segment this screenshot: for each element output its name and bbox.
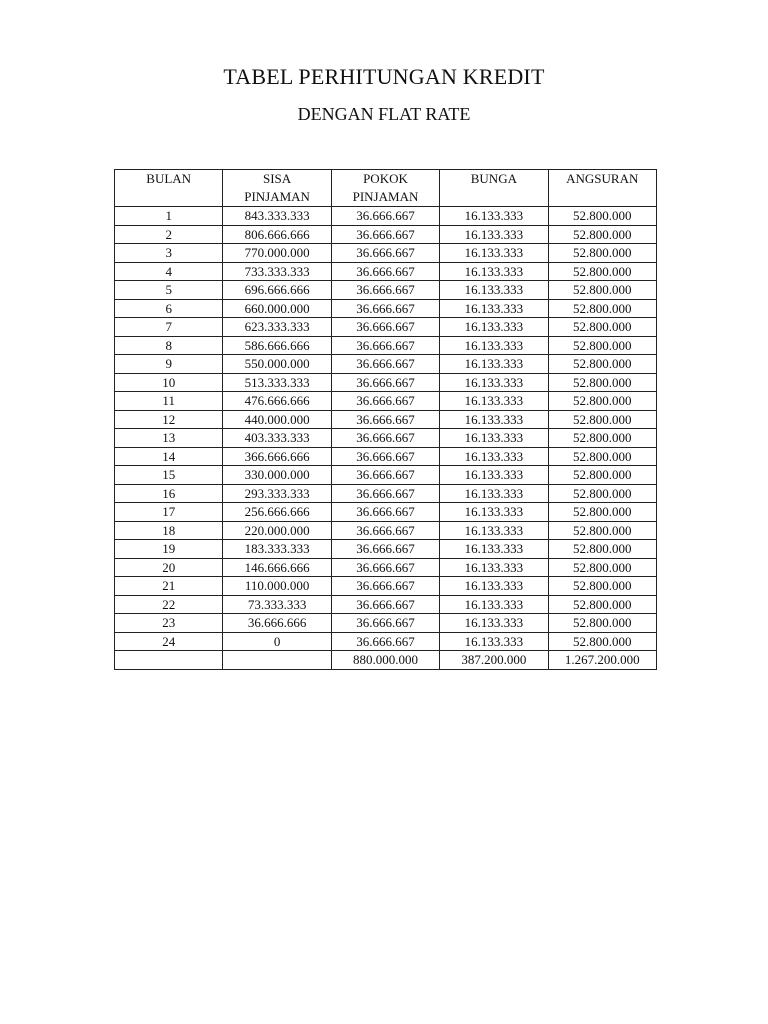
cell-pokok-pinjaman: 36.666.667 <box>331 281 439 300</box>
cell-bulan: 21 <box>115 577 223 596</box>
cell-bunga: 16.133.333 <box>440 632 548 651</box>
total-sisa-pinjaman <box>223 651 331 670</box>
cell-angsuran: 52.800.000 <box>548 521 656 540</box>
cell-bulan: 12 <box>115 410 223 429</box>
table-row <box>115 632 657 651</box>
total-pokok-pinjaman: 880.000.000 <box>331 651 439 670</box>
cell-pokok-pinjaman: 36.666.667 <box>331 558 439 577</box>
cell-sisa-pinjaman: 220.000.000 <box>223 521 331 540</box>
cell-angsuran: 52.800.000 <box>548 318 656 337</box>
table-row <box>115 521 657 540</box>
cell-angsuran: 52.800.000 <box>548 484 656 503</box>
cell-pokok-pinjaman: 36.666.667 <box>331 225 439 244</box>
cell-bulan: 22 <box>115 595 223 614</box>
cell-bulan: 9 <box>115 355 223 374</box>
table-row <box>115 392 657 411</box>
cell-bunga: 16.133.333 <box>440 447 548 466</box>
cell-bunga: 16.133.333 <box>440 207 548 226</box>
cell-bulan: 14 <box>115 447 223 466</box>
cell-sisa-pinjaman: 110.000.000 <box>223 577 331 596</box>
cell-bulan: 19 <box>115 540 223 559</box>
table-row <box>115 447 657 466</box>
table-row <box>115 299 657 318</box>
cell-bunga: 16.133.333 <box>440 558 548 577</box>
total-bunga: 387.200.000 <box>440 651 548 670</box>
cell-angsuran: 52.800.000 <box>548 262 656 281</box>
cell-bunga: 16.133.333 <box>440 299 548 318</box>
cell-bunga: 16.133.333 <box>440 521 548 540</box>
cell-sisa-pinjaman: 770.000.000 <box>223 244 331 263</box>
cell-pokok-pinjaman: 36.666.667 <box>331 336 439 355</box>
cell-bunga: 16.133.333 <box>440 429 548 448</box>
cell-angsuran: 52.800.000 <box>548 392 656 411</box>
cell-bulan: 6 <box>115 299 223 318</box>
column-header-line: PINJAMAN <box>244 189 310 204</box>
table-row <box>115 225 657 244</box>
cell-angsuran: 52.800.000 <box>548 410 656 429</box>
cell-sisa-pinjaman: 476.666.666 <box>223 392 331 411</box>
cell-sisa-pinjaman: 513.333.333 <box>223 373 331 392</box>
totals-row <box>115 651 657 670</box>
column-header-line: PINJAMAN <box>352 189 419 204</box>
table-row <box>115 336 657 355</box>
cell-bulan: 16 <box>115 484 223 503</box>
cell-sisa-pinjaman: 843.333.333 <box>223 207 331 226</box>
column-header-line: BULAN <box>146 171 192 186</box>
cell-bunga: 16.133.333 <box>440 318 548 337</box>
total-angsuran: 1.267.200.000 <box>548 651 656 670</box>
page-subtitle: DENGAN FLAT RATE <box>297 104 471 124</box>
credit-table-body <box>115 207 657 670</box>
column-header-line: POKOK <box>363 171 408 186</box>
cell-sisa-pinjaman: 366.666.666 <box>223 447 331 466</box>
cell-pokok-pinjaman: 36.666.667 <box>331 410 439 429</box>
cell-angsuran: 52.800.000 <box>548 540 656 559</box>
table-row <box>115 262 657 281</box>
cell-bulan: 2 <box>115 225 223 244</box>
cell-bunga: 16.133.333 <box>440 225 548 244</box>
column-header-bulan <box>115 170 223 207</box>
cell-angsuran: 52.800.000 <box>548 225 656 244</box>
cell-pokok-pinjaman: 36.666.667 <box>331 392 439 411</box>
credit-table-head <box>115 170 657 207</box>
cell-pokok-pinjaman: 36.666.667 <box>331 484 439 503</box>
cell-pokok-pinjaman: 36.666.667 <box>331 540 439 559</box>
cell-sisa-pinjaman: 73.333.333 <box>223 595 331 614</box>
cell-bulan: 17 <box>115 503 223 522</box>
table-row <box>115 281 657 300</box>
cell-sisa-pinjaman: 183.333.333 <box>223 540 331 559</box>
column-header-bunga <box>440 170 548 207</box>
cell-bunga: 16.133.333 <box>440 503 548 522</box>
cell-bunga: 16.133.333 <box>440 614 548 633</box>
cell-pokok-pinjaman: 36.666.667 <box>331 262 439 281</box>
table-row <box>115 558 657 577</box>
cell-sisa-pinjaman: 0 <box>223 632 331 651</box>
cell-angsuran: 52.800.000 <box>548 281 656 300</box>
cell-bunga: 16.133.333 <box>440 410 548 429</box>
cell-sisa-pinjaman: 586.666.666 <box>223 336 331 355</box>
cell-bulan: 5 <box>115 281 223 300</box>
cell-pokok-pinjaman: 36.666.667 <box>331 632 439 651</box>
column-header-sisa-pinjaman <box>223 170 331 207</box>
cell-sisa-pinjaman: 36.666.666 <box>223 614 331 633</box>
table-row <box>115 373 657 392</box>
cell-sisa-pinjaman: 330.000.000 <box>223 466 331 485</box>
cell-pokok-pinjaman: 36.666.667 <box>331 355 439 374</box>
cell-bunga: 16.133.333 <box>440 281 548 300</box>
cell-pokok-pinjaman: 36.666.667 <box>331 318 439 337</box>
cell-pokok-pinjaman: 36.666.667 <box>331 299 439 318</box>
column-header-angsuran <box>548 170 656 207</box>
cell-bulan: 23 <box>115 614 223 633</box>
cell-sisa-pinjaman: 440.000.000 <box>223 410 331 429</box>
header-row <box>115 170 657 207</box>
cell-sisa-pinjaman: 256.666.666 <box>223 503 331 522</box>
cell-sisa-pinjaman: 623.333.333 <box>223 318 331 337</box>
cell-angsuran: 52.800.000 <box>548 207 656 226</box>
cell-pokok-pinjaman: 36.666.667 <box>331 577 439 596</box>
cell-bulan: 20 <box>115 558 223 577</box>
cell-angsuran: 52.800.000 <box>548 244 656 263</box>
cell-angsuran: 52.800.000 <box>548 429 656 448</box>
cell-pokok-pinjaman: 36.666.667 <box>331 447 439 466</box>
table-row <box>115 410 657 429</box>
cell-bunga: 16.133.333 <box>440 336 548 355</box>
page-title: TABEL PERHITUNGAN KREDIT <box>223 64 545 89</box>
table-row <box>115 577 657 596</box>
table-row <box>115 484 657 503</box>
cell-angsuran: 52.800.000 <box>548 336 656 355</box>
cell-bunga: 16.133.333 <box>440 262 548 281</box>
cell-bulan: 18 <box>115 521 223 540</box>
cell-bunga: 16.133.333 <box>440 540 548 559</box>
column-header-line: BUNGA <box>470 171 517 186</box>
cell-angsuran: 52.800.000 <box>548 595 656 614</box>
table-row <box>115 466 657 485</box>
cell-pokok-pinjaman: 36.666.667 <box>331 244 439 263</box>
cell-angsuran: 52.800.000 <box>548 299 656 318</box>
cell-pokok-pinjaman: 36.666.667 <box>331 521 439 540</box>
cell-angsuran: 52.800.000 <box>548 614 656 633</box>
cell-bunga: 16.133.333 <box>440 577 548 596</box>
cell-bulan: 8 <box>115 336 223 355</box>
cell-pokok-pinjaman: 36.666.667 <box>331 595 439 614</box>
cell-sisa-pinjaman: 660.000.000 <box>223 299 331 318</box>
cell-bulan: 7 <box>115 318 223 337</box>
cell-pokok-pinjaman: 36.666.667 <box>331 207 439 226</box>
cell-pokok-pinjaman: 36.666.667 <box>331 466 439 485</box>
cell-angsuran: 52.800.000 <box>548 577 656 596</box>
column-header-line: SISA <box>262 171 292 186</box>
cell-angsuran: 52.800.000 <box>548 632 656 651</box>
cell-angsuran: 52.800.000 <box>548 558 656 577</box>
table-row <box>115 540 657 559</box>
column-header-pokok-pinjaman <box>331 170 439 207</box>
cell-angsuran: 52.800.000 <box>548 447 656 466</box>
cell-angsuran: 52.800.000 <box>548 466 656 485</box>
cell-bunga: 16.133.333 <box>440 355 548 374</box>
total-bulan <box>115 651 223 670</box>
cell-angsuran: 52.800.000 <box>548 503 656 522</box>
table-row <box>115 318 657 337</box>
cell-sisa-pinjaman: 146.666.666 <box>223 558 331 577</box>
credit-table <box>114 169 657 670</box>
table-row <box>115 503 657 522</box>
cell-bulan: 11 <box>115 392 223 411</box>
cell-sisa-pinjaman: 733.333.333 <box>223 262 331 281</box>
cell-bulan: 4 <box>115 262 223 281</box>
cell-bulan: 10 <box>115 373 223 392</box>
table-row <box>115 595 657 614</box>
cell-sisa-pinjaman: 550.000.000 <box>223 355 331 374</box>
table-row <box>115 355 657 374</box>
cell-bunga: 16.133.333 <box>440 484 548 503</box>
cell-pokok-pinjaman: 36.666.667 <box>331 373 439 392</box>
table-row <box>115 614 657 633</box>
cell-pokok-pinjaman: 36.666.667 <box>331 614 439 633</box>
cell-bulan: 24 <box>115 632 223 651</box>
cell-sisa-pinjaman: 293.333.333 <box>223 484 331 503</box>
cell-bulan: 13 <box>115 429 223 448</box>
cell-bunga: 16.133.333 <box>440 392 548 411</box>
table-row <box>115 429 657 448</box>
cell-bunga: 16.133.333 <box>440 244 548 263</box>
cell-sisa-pinjaman: 696.666.666 <box>223 281 331 300</box>
cell-pokok-pinjaman: 36.666.667 <box>331 429 439 448</box>
cell-bulan: 1 <box>115 207 223 226</box>
cell-bulan: 3 <box>115 244 223 263</box>
table-row <box>115 244 657 263</box>
cell-sisa-pinjaman: 403.333.333 <box>223 429 331 448</box>
cell-bulan: 15 <box>115 466 223 485</box>
table-row <box>115 207 657 226</box>
cell-bunga: 16.133.333 <box>440 595 548 614</box>
cell-pokok-pinjaman: 36.666.667 <box>331 503 439 522</box>
cell-sisa-pinjaman: 806.666.666 <box>223 225 331 244</box>
cell-bunga: 16.133.333 <box>440 373 548 392</box>
column-header-line: ANGSURAN <box>566 171 639 186</box>
cell-angsuran: 52.800.000 <box>548 355 656 374</box>
cell-angsuran: 52.800.000 <box>548 373 656 392</box>
cell-bunga: 16.133.333 <box>440 466 548 485</box>
